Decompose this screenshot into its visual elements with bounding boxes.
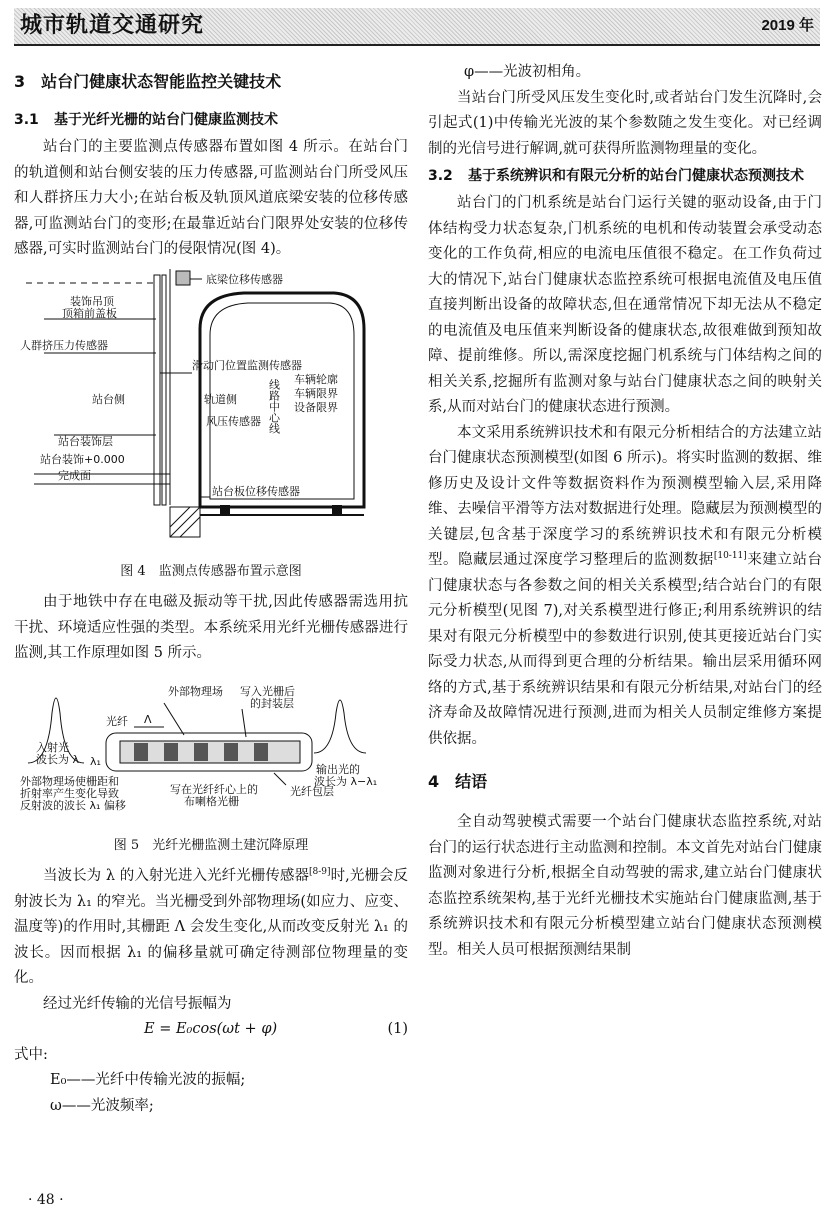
figure-4-diagram xyxy=(14,269,408,549)
fig5-label: 外部物理场 xyxy=(168,684,223,698)
variable-list xyxy=(14,1068,408,1119)
figure-5-caption: 图 5 光纤光栅监测土建沉降原理 xyxy=(113,838,309,853)
fig5-label: 折射率产生变化导致 xyxy=(20,786,119,800)
fig4-label: 站台装饰层 xyxy=(58,434,113,448)
fig5-label: 的封装层 xyxy=(250,696,294,710)
paragraph: 站台门的门机系统是站台门运行关键的驱动设备,由于门体结构受力状态复杂,门机系统的电机和传动装置会承受动态变化的工作负荷,相应的电流电压值很不稳定。在工作负荷过大的情况下,站台门健康状态监控系统可根据电流值及电压值直接判断出设备的故障状态,但在通常情况下却无法从不稳定的电流值及电压值来判断设备的健康状态,故很难做到预知故障、提前维修。所以,需深度挖掘门机系统与门体结构之间的相关关系,挖掘所有监测对象与站台门健康状态之间的映射关系,从而对站台门的健康状态进行预测。 xyxy=(428,195,822,415)
subsection-3-1-title: 3.1 基于光纤光栅的站台门健康监测技术 xyxy=(14,112,278,128)
equation-1: E = E₀cos(ωt + φ) (1) xyxy=(144,1021,408,1037)
fig4-label: 人群挤压力传感器 xyxy=(20,338,108,352)
fig4-label: 站台侧 xyxy=(92,392,125,406)
fig4-label: 车辆轮廓 xyxy=(294,372,338,386)
fig5-label: 波长为 λ−λ₁ xyxy=(314,774,378,788)
figure-5 xyxy=(14,673,408,857)
fig4-label: 装饰吊顶 xyxy=(70,294,114,308)
fig4-label: 轨道侧 xyxy=(204,392,237,406)
fig4-label: 站台装饰+0.000 xyxy=(40,452,125,466)
variable-definition: ω——光波频率; xyxy=(50,1097,154,1114)
left-column xyxy=(14,60,408,1119)
variable-list xyxy=(428,60,822,86)
fig5-label: 输出光的 xyxy=(316,762,360,776)
paragraph: 全自动驾驶模式需要一个站台门健康状态监控系统,对站台门的运行状态进行主动监测和控制。本文首先对站台门健康监测对象进行分析,根据全自动驾驶的需求,建立站台门健康状态监控系统架构,基于光纤光栅技术实施站台门健康监测,基于系统辨识技术和有限元分析模型建立站台门健康状态预测模型。相关人员可根据预测结果制 xyxy=(428,814,822,958)
figure-4-caption: 图 4 监测点传感器布置示意图 xyxy=(120,564,302,579)
fig4-label: 底梁位移传感器 xyxy=(206,272,283,286)
section-3-title: 3 站台门健康状态智能监控关键技术 xyxy=(14,72,282,91)
fig5-label: λ₁ xyxy=(90,754,101,768)
fig5-label: 写入光栅后 xyxy=(240,684,295,698)
journal-logo: 城市轨道交通研究 xyxy=(20,13,205,38)
year-label: 2019 年 xyxy=(761,17,814,34)
paragraph: 本文采用系统辨识技术和有限元分析相结合的方法建立站台门健康状态预测模型(如图 6 所示)。将实时监测的数据、维修历史及设计文件等数据资料作为预测模型输入层,采用降维、去噪信平滑等方法对数据进行处理。隐藏层为预测模型的关键层,包含基于深度学习的系统辨识技术和有限元分析模型。隐藏层通过深度学习整理后的监测数据[10-11]来建立站台门健康状态与各参数之间的相关关系模型;结合站台门的有限元分析模型(见图 7),对关系模型进行修正;利用系统辨识的结果对有限元分析模型中的参数进行识别,使其更接近站台门实际受力状态,从而得到更合理的分析结果。输出层采用循环网络的方式,基于系统辨识结果和有限元分析结果,对站台门的经济寿命及故障情况进行预测,进而为相关人员制定维修方案提供依据。 xyxy=(428,424,823,747)
fig5-label: 波长为 λ xyxy=(36,752,80,766)
fig4-label: 设备限界 xyxy=(294,400,338,414)
fig5-label: 光纤 xyxy=(106,714,128,728)
section-4-title: 4 结语 xyxy=(428,772,488,791)
figure-4 xyxy=(14,269,408,583)
figure-5-diagram xyxy=(14,673,408,823)
fig4-label: 车辆限界 xyxy=(294,386,338,400)
fig4-label: 滑动门位置监测传感器 xyxy=(192,358,302,372)
page-number: · 48 · xyxy=(28,1192,64,1208)
fig4-label: 站台板位移传感器 xyxy=(212,484,300,498)
fig5-label: 光纤包层 xyxy=(290,784,334,798)
fig5-label: 入射光 xyxy=(36,740,69,754)
fig4-label: 顶箱前盖板 xyxy=(62,306,117,320)
paragraph: 由于地铁中存在电磁及振动等干扰,因此传感器需选用抗干扰、环境适应性强的类型。本系统采用光纤光栅传感器进行监测,其工作原理如图 5 所示。 xyxy=(14,594,408,661)
variable-definition: E₀——光纤中传输光波的振幅; xyxy=(50,1072,246,1088)
paragraph: 当波长为 λ 的入射光进入光纤光栅传感器[8-9]时,光栅会反射波长为 λ₁ 的窄光。当光栅受到外部物理场(如应力、应变、温度等)的作用时,其栅距 Λ 会发生变化,从而改变反射光 λ₁ 的波长。因而根据 λ₁ 的偏移量就可确定待测部位物理量的变化。 xyxy=(14,867,408,986)
fig5-label: 布喇格光栅 xyxy=(184,794,239,808)
fig5-label: 外部物理场使栅距和 xyxy=(20,774,119,788)
paragraph: 经过光纤传输的光信号振幅为 xyxy=(43,995,232,1012)
fig5-label: Λ xyxy=(144,712,152,726)
where-label: 式中: xyxy=(14,1046,48,1063)
right-column xyxy=(428,60,822,963)
variable-definition: φ——光波初相角。 xyxy=(464,64,591,80)
fig4-label: 线路中心线 xyxy=(267,378,281,434)
fig5-label: 写在光纤纤心上的 xyxy=(170,782,258,796)
fig4-label: 完成面 xyxy=(58,468,91,482)
paragraph: 当站台门所受风压发生变化时,或者站台门发生沉降时,会引起式(1)中传输光光波的某个参数随之发生变化。对已经调制的光信号进行解调,就可获得所监测物理量的变化。 xyxy=(428,89,822,157)
paragraph: 站台门的主要监测点传感器布置如图 4 所示。在站台门的轨道侧和站台侧安装的压力传感器,可监测站台门所受风压和人群挤压力大小;在站台板及轨顶风道底梁安装的位移传感器,可监测站台门的变形;在最靠近站台门限界处安装的位移传感器,可实时监测站台门的侵限情况(图 4)。 xyxy=(14,139,408,257)
fig5-label: 反射波的波长 λ₁ 偏移 xyxy=(20,798,126,812)
subsection-3-2-title: 3.2 基于系统辨识和有限元分析的站台门健康状态预测技术 xyxy=(428,168,804,184)
fig4-label: 风压传感器 xyxy=(206,414,261,428)
